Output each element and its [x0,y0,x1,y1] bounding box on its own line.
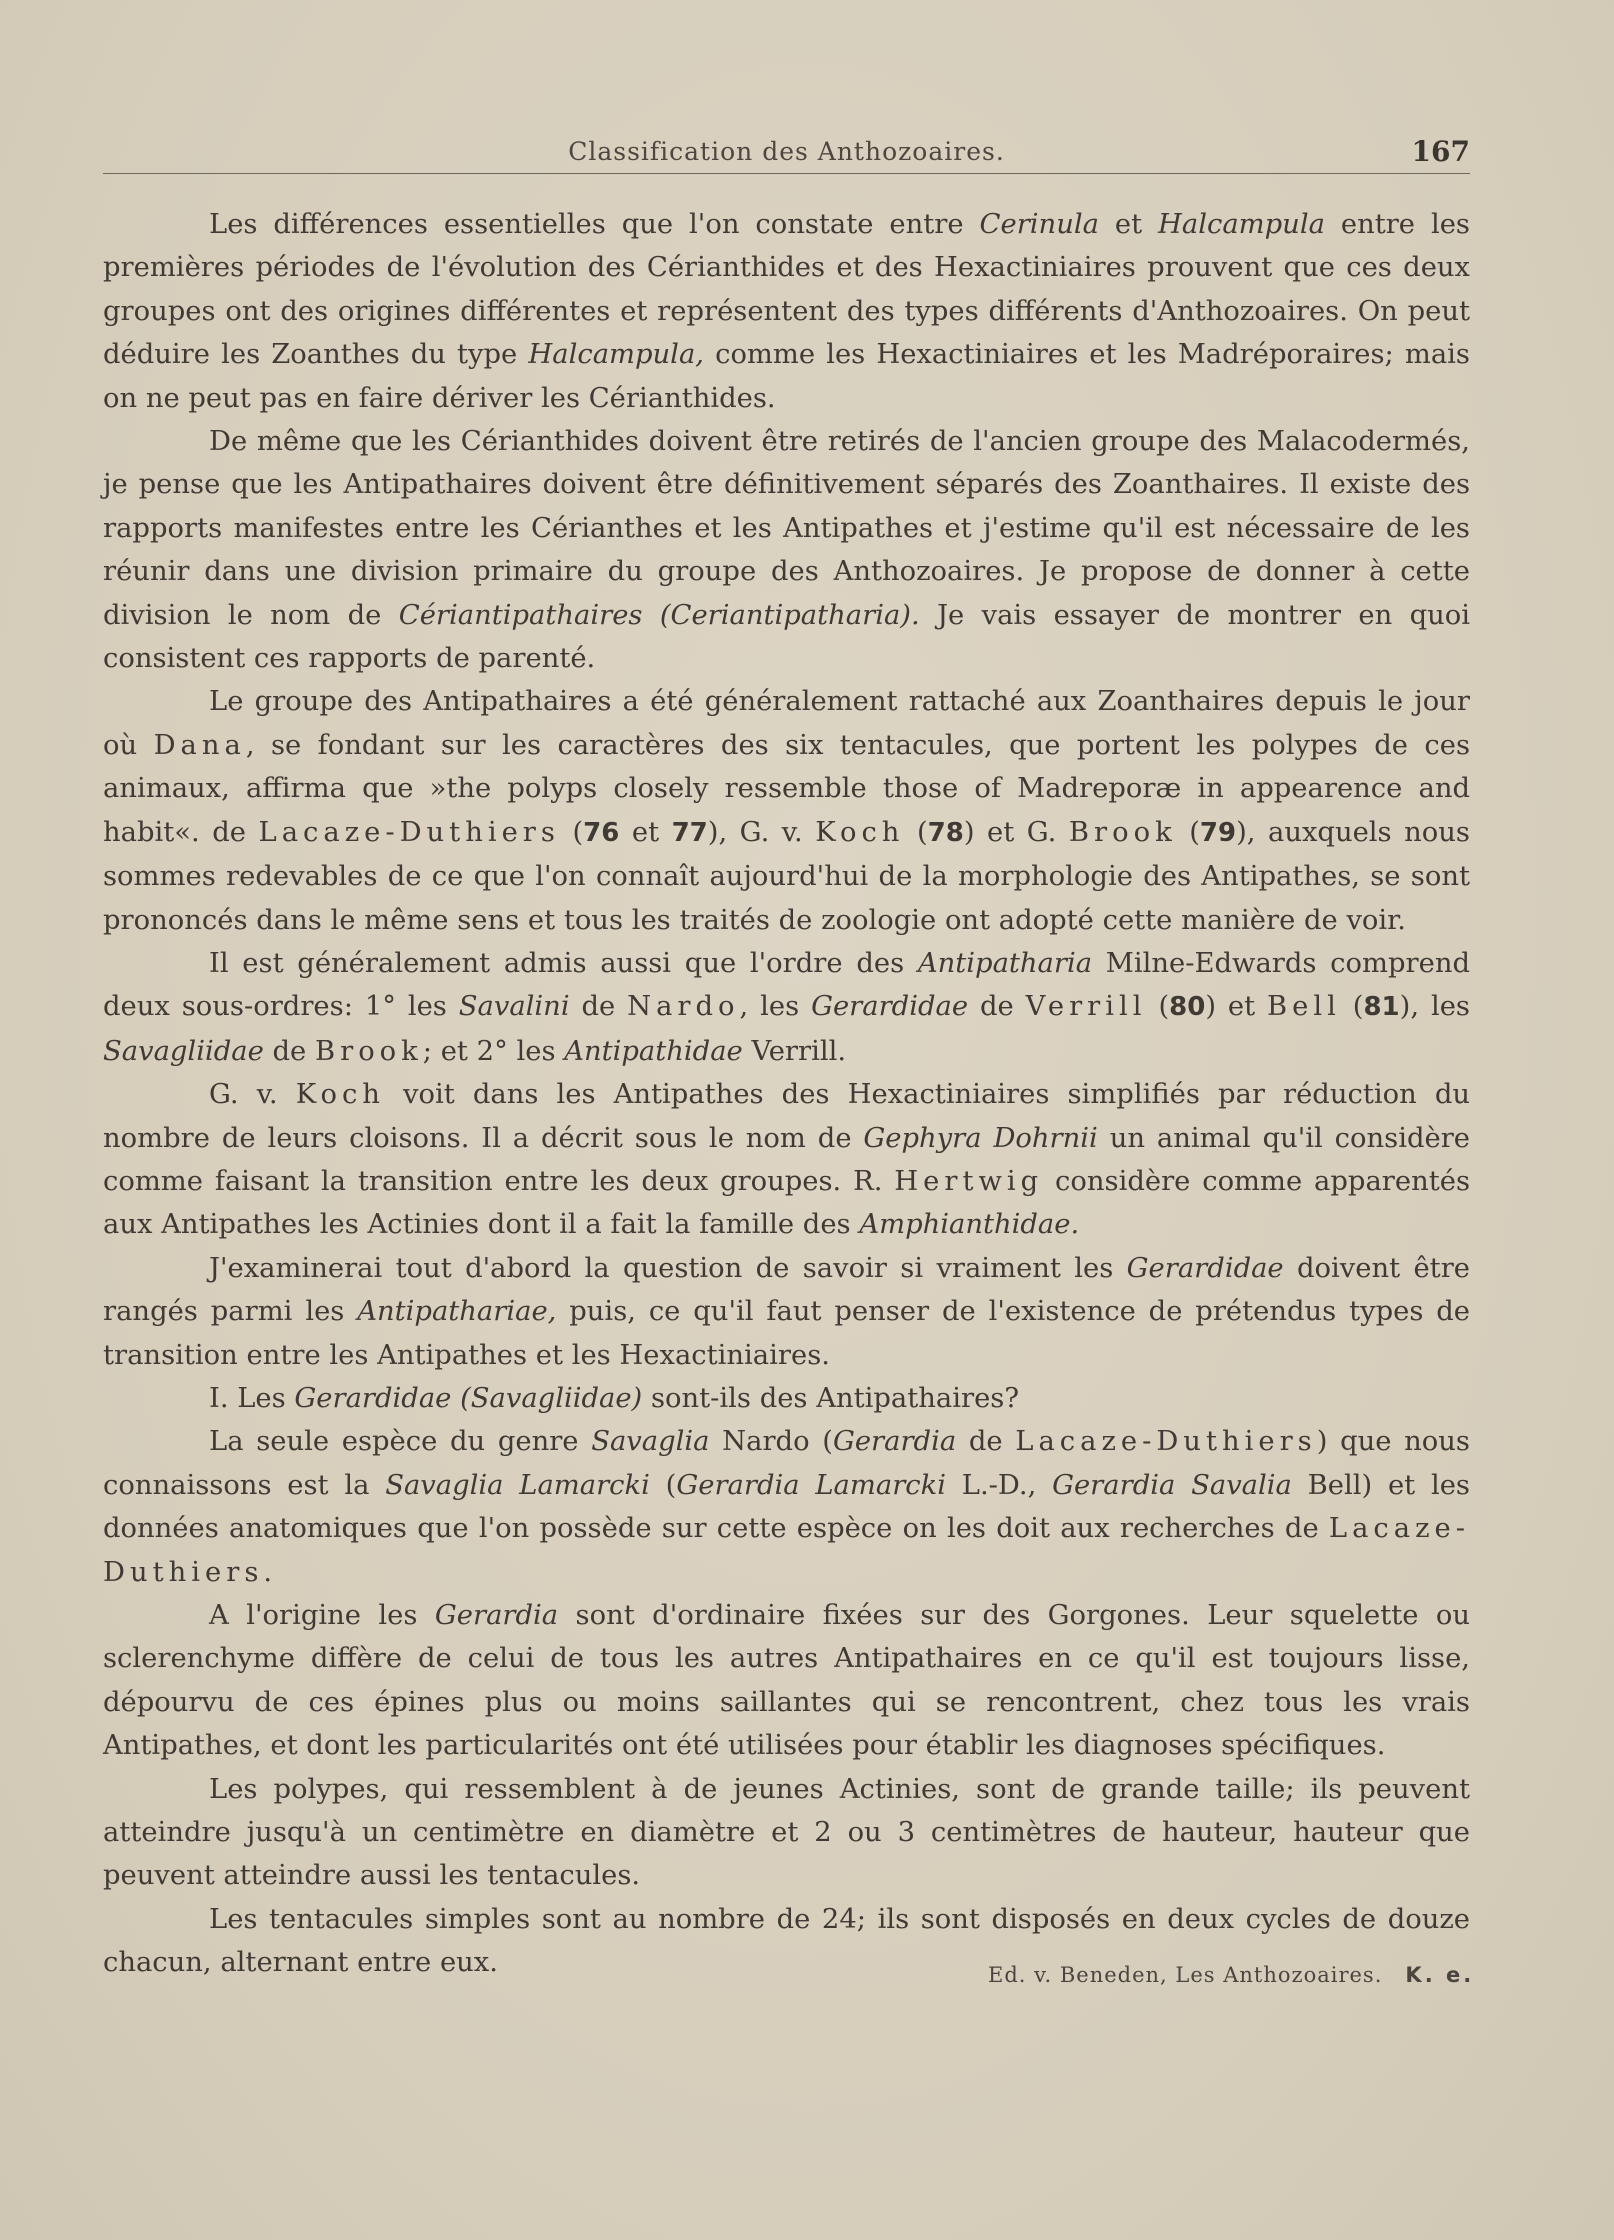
reference-number: 77 [671,817,708,848]
author-name: Koch [815,816,905,848]
taxon-name: Savaglia [591,1426,710,1458]
running-head [103,133,1470,174]
paragraph-11: Les tentacules simples sont au nombre de 24; ils sont disposés en deux cycles de douze chacun, alternant entre eux. [103,1903,1470,1979]
taxon-name: Amphianthidae. [859,1209,1080,1241]
taxon-name: Halcampula, [528,339,704,371]
paragraph-2: De même que les Cérianthides doivent être retirés de l'ancien groupe des Malacodermés, je pense que les Antipathaires doivent être définitivement séparés des Zoanthaires. Il existe des rapports manifestes entre les Cérianthes et les Antipathes et j'estime qu'il est nécessaire de les réunir dans une division primaire du groupe des Anthozoaires. Je propose de donner à cette division le nom de Cériantipathaires (Ceriantipatharia). Je vais essayer de montrer en quoi consistent ces rapports de parenté. [103,426,1471,675]
taxon-name: Halcampula [1158,209,1325,240]
section-heading: I. Les Gerardidae (Savagliidae) sont-ils des Antipathaires? [209,1382,1020,1414]
taxon-name: Savagliidae [103,1035,264,1067]
taxon-name: Gerardidae (Savagliidae) [294,1382,643,1414]
reference-number: 80 [1169,992,1206,1023]
paragraph-1: Les différences essentielles que l'on constate entre Cerinula et Halcampula entre les premières périodes de l'évolution des Cérianthides et des Hexactiniaires prouvent que ces deux groupes ont des origines différentes et représentent des types différents d'Anthozoaires. On peut déduire les Zoanthes du type Halcampula, comme les Hexactiniaires et les Madréporaires; mais on ne peut pas en faire dériver les Cérianthides. [103,209,1470,414]
signature-text: Ed. v. Beneden, Les Anthozoaires. [988,1963,1383,1987]
taxon-name: Savaglia Lamarcki [385,1469,650,1501]
taxon-name: Cériantipathaires (Ceriantipatharia). [398,599,920,631]
paragraph-5: G. v. Koch voit dans les Antipathes des Hexactiniaires simplifiés par réduction du nombre de leurs cloisons. Il a décrit sous le nom de Gephyra Dohrnii un animal qu'il considère comme faisant la transition entre les deux groupes. R. Hertwig considère comme apparentés aux Antipathes les Actinies dont il a fait la famille des Amphianthidae. [103,1079,1471,1241]
author-name: Hertwig [894,1165,1044,1197]
taxon-name: Gerardia Lamarcki [676,1469,946,1501]
taxon-name: Gerardia [434,1600,559,1631]
author-name: Lacaze-Duthiers [1015,1426,1317,1458]
taxon-name: Gephyra Dohrnii [863,1122,1098,1154]
paragraph-9: A l'origine les Gerardia sont d'ordinaire fixées sur des Gorgones. Leur squelette ou sclerenchyme diffère de celui de tous les autres Antipathaires en ce qu'il est toujours lisse, dépourvu de ces épines plus ou moins saillantes qui se rencontrent, chez tous les vrais Antipathes, et dont les particularités ont été utilisées pour établir les diagnoses spécifiques. [103,1600,1470,1762]
page-number: 167 [1411,135,1470,168]
author-name: Brook [314,1035,423,1067]
author-name: Koch [295,1079,385,1111]
author-name: Bell [1267,991,1341,1023]
paragraph-8: La seule espèce du genre Savaglia Nardo (Gerardia de Lacaze-Duthiers) que nous connaissons est la Savaglia Lamarcki (Gerardia Lamarcki L.-D., Gerardia Savalia Bell) et les données anatomiques que l'on possède sur cette espèce on les doit aux recherches de Lacaze-Duthiers. [103,1426,1470,1588]
author-name: Nardo [627,991,740,1023]
taxon-name: Antipathariae, [357,1296,557,1328]
author-name: Brook [1068,816,1177,848]
taxon-name: Antipathidae [564,1035,743,1067]
body-text [103,203,1470,1985]
reference-number: 81 [1363,992,1400,1023]
paragraph-3: Le groupe des Antipathaires a été généralement rattaché aux Zoanthaires depuis le jour où Dana, se fondant sur les caractères des six tentacules, que portent les polypes de ces animaux, affirma que »the polyps closely ressemble those of Madreporæ in appearence and habit«. de Lacaze-Duthiers (76 et 77), G. v. Koch (78) et G. Brook (79), auxquels nous sommes redevables de ce que l'on connaît aujourd'hui de la morphologie des Antipathes, se sont prononcés dans le même sens et tous les traités de zoologie ont adopté cette manière de voir. [103,686,1471,936]
signature-line [988,1963,1474,1987]
taxon-name: Gerardidae [811,991,969,1023]
taxon-name: Gerardia Savalia [1052,1469,1292,1501]
taxon-name: Savalini [458,991,570,1023]
author-name: Dana [153,729,246,761]
running-title: Classification des Anthozoaires. [568,137,1005,166]
taxon-name: Cerinula [979,209,1099,240]
paragraph-10: Les polypes, qui ressemblent à de jeunes Actinies, sont de grande taille; ils peuvent atteindre jusqu'à un centimètre en diamètre et 2 ou 3 centimètres de hauteur, hauteur que peuvent atteindre aussi les tentacules. [103,1773,1470,1892]
author-name: Verrill [1025,991,1147,1023]
paragraph-6: J'examinerai tout d'abord la question de savoir si vraiment les Gerardidae doivent être rangés parmi les Antipathariae, puis, ce qu'il faut penser de l'existence de prétendus types de transition entre les Antipathes et les Hexactiniaires. [103,1252,1471,1371]
reference-number: 79 [1199,817,1237,848]
reference-number: 78 [927,817,964,848]
taxon-name: Antipatharia [917,947,1093,979]
signature-mark: K. e. [1405,1963,1475,1987]
taxon-name: Gerardidae [1126,1252,1284,1284]
paragraph-4: Il est généralement admis aussi que l'ordre des Antipatharia Milne-Edwards comprend deux sous-ordres: 1° les Savalini de Nardo, les Gerardidae de Verrill (80) et Bell (81), les Savagliidae de Brook; et 2° les Antipathidae Verrill. [103,947,1471,1067]
reference-number: 76 [583,817,620,848]
taxon-name: Gerardia [832,1426,957,1458]
author-name: Lacaze-Duthiers [258,816,560,848]
author-name: Lacaze-Duthiers [103,1513,1470,1588]
